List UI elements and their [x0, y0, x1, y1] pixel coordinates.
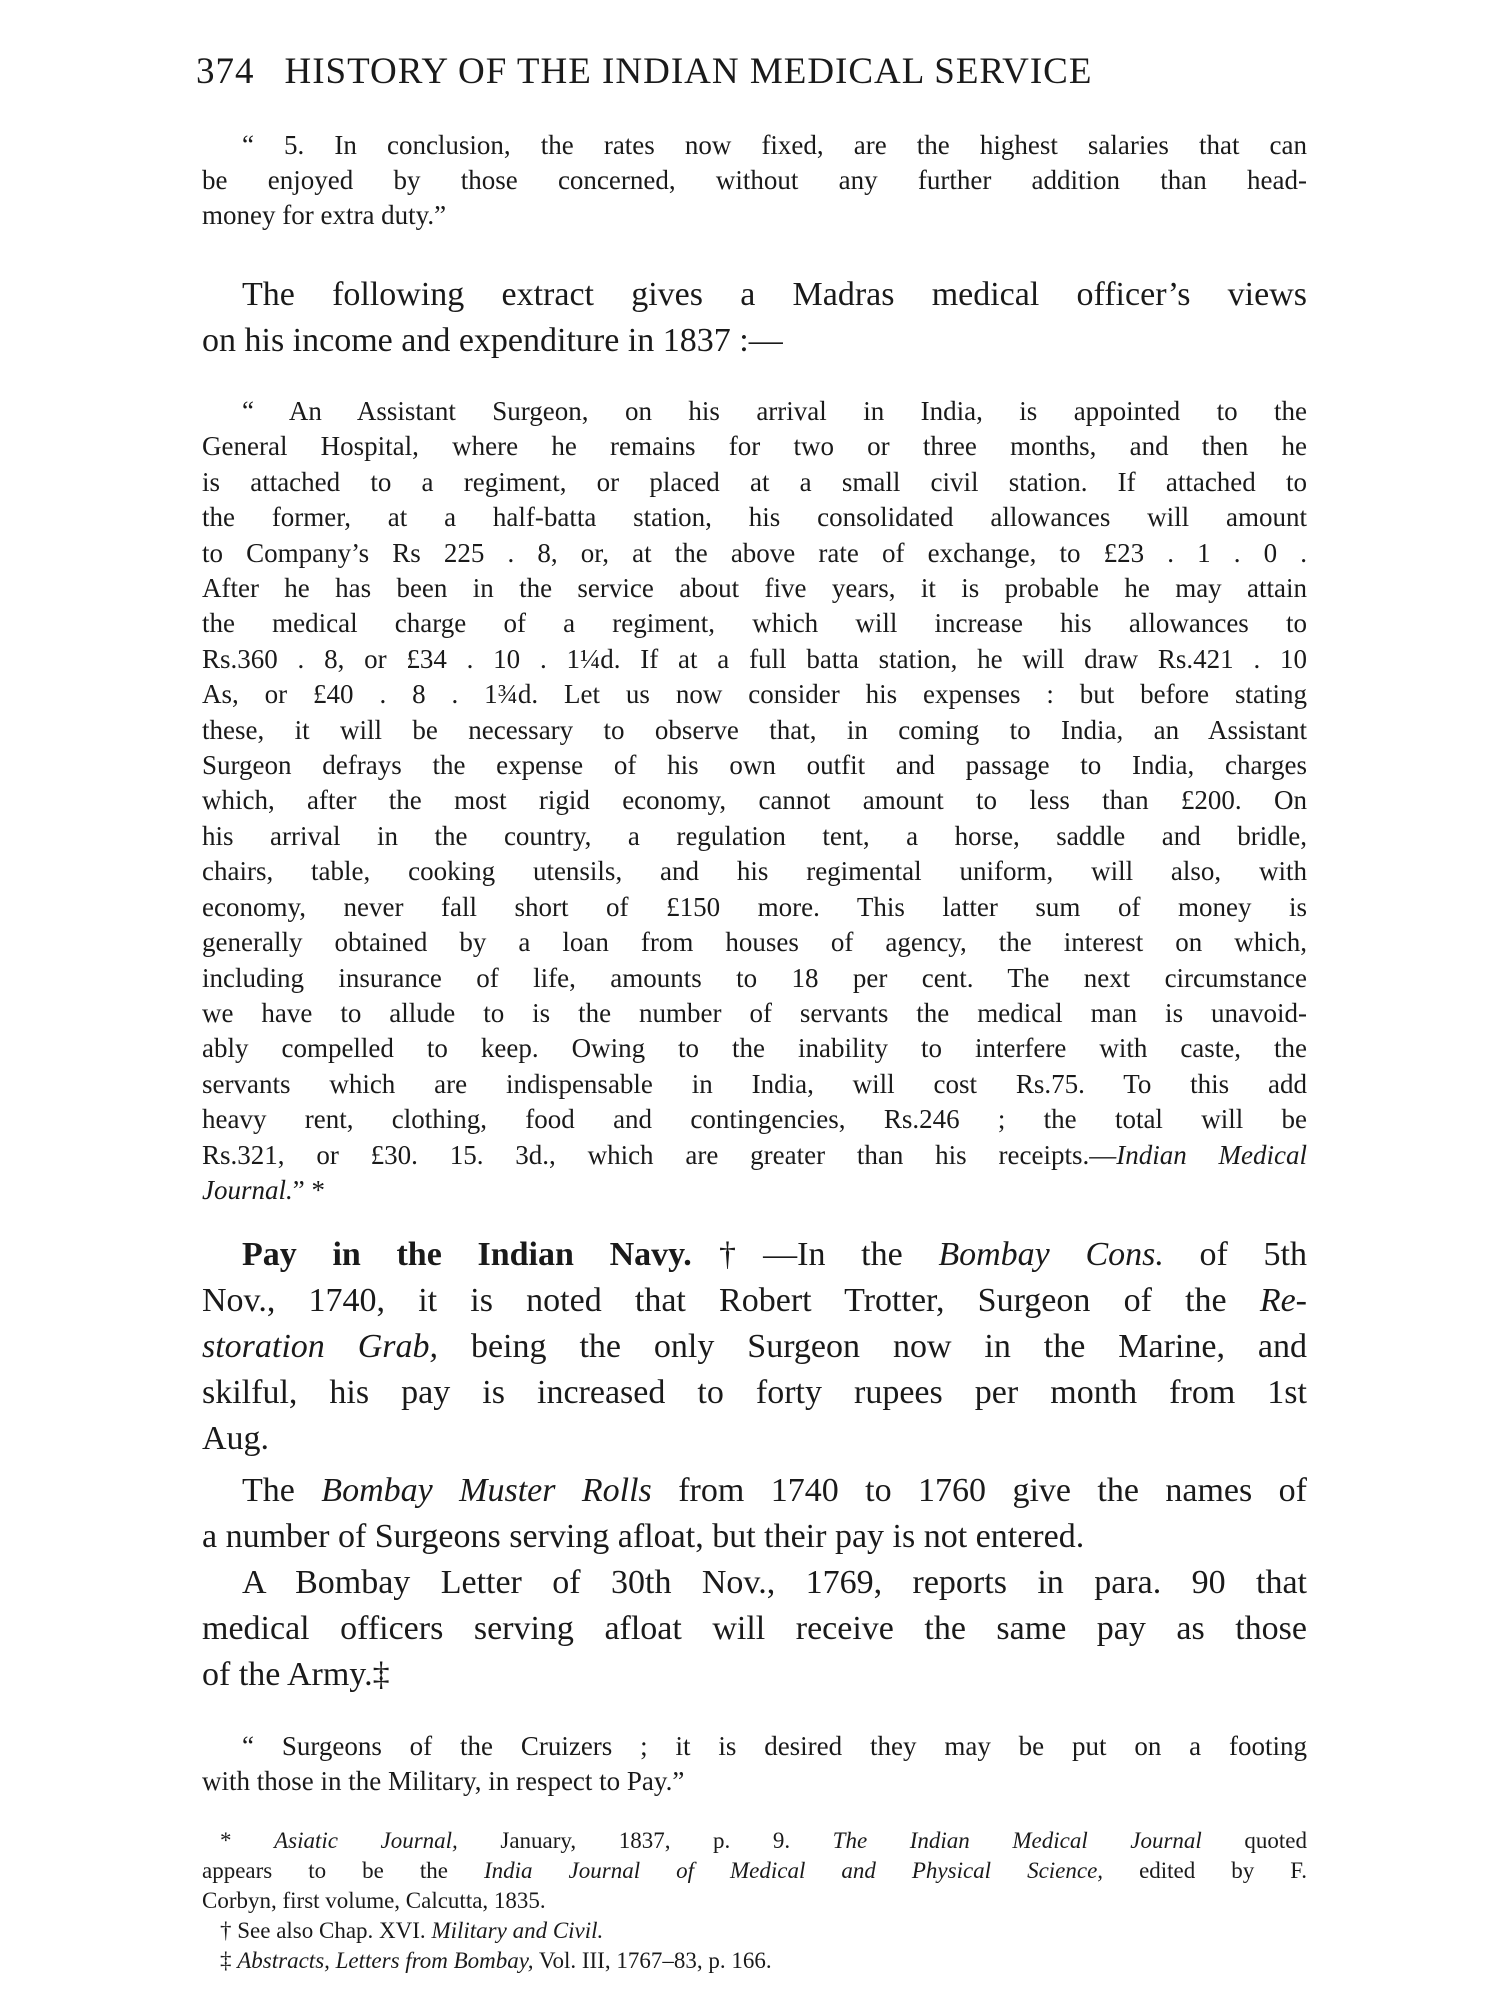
footnote-line: [202, 1856, 1307, 1886]
paragraph-text: from 1740 to 1760 give the names of: [651, 1472, 1307, 1509]
quote-conclusion: [202, 128, 1307, 233]
quote-line: Rs.360 . 8, or £34 . 10 . 1¼d. If at a full batta station, he will draw Rs.421 . 10: [202, 643, 1307, 674]
quote-line: General Hospital, where he remains for two or three months, and then he: [202, 431, 1307, 462]
quote-line: economy, never fall short of £150 more. This latter sum of money is: [202, 891, 1307, 922]
quote-line: the medical charge of a regiment, which will increase his allowances to: [202, 608, 1307, 639]
paragraph-line: medical officers serving afloat will receive the same pay as those: [202, 1610, 1307, 1647]
paragraph-text: †—In the: [691, 1236, 939, 1273]
footnote-text: January, 1837, p. 9.: [457, 1828, 833, 1853]
italic-title: Military and Civil.: [431, 1918, 604, 1943]
quote-line: be enjoyed by those concerned, without any further addition than head-: [202, 165, 1307, 195]
paragraph-line: [202, 1324, 1307, 1370]
italic-title: Bombay Muster Rolls: [321, 1472, 652, 1509]
navy-pay-paragraph: [202, 1232, 1307, 1462]
quote-line: heavy rent, clothing, food and contingencies, Rs.246 ; the total will be: [202, 1104, 1307, 1135]
paragraph-line: A Bombay Letter of 30th Nov., 1769, reports in para. 90 that: [242, 1564, 1307, 1601]
paragraph-text: Nov., 1740, it is noted that Robert Trotter, Surgeon of the: [202, 1282, 1260, 1319]
quote-assistant-surgeon: [202, 394, 1307, 1208]
paragraph-text: The: [242, 1472, 322, 1509]
page-number: 374: [196, 51, 255, 92]
footnote-text: † See also Chap. XVI.: [220, 1918, 432, 1943]
italic-title: India Journal of Medical and Physical Science,: [483, 1858, 1104, 1883]
paragraph-line: Aug.: [202, 1420, 270, 1457]
running-header: [196, 50, 1092, 93]
intro-paragraph: [202, 272, 1307, 364]
quote-line: “ Surgeons of the Cruizers ; it is desired they may be put on a footing: [242, 1731, 1307, 1761]
quote-text: ” *: [292, 1174, 325, 1205]
quote-line: [202, 1173, 1307, 1208]
quote-line: ably compelled to keep. Owing to the inability to interfere with caste, the: [202, 1033, 1307, 1064]
footnote-line: Corbyn, first volume, Calcutta, 1835.: [202, 1888, 546, 1913]
paragraph-text: of 5th: [1163, 1236, 1308, 1273]
paragraph-line: [202, 1232, 1307, 1278]
italic-title: The Indian Medical Journal: [832, 1828, 1202, 1853]
quote-line: which, after the most rigid economy, cannot amount to less than £200. On: [202, 785, 1307, 816]
footnote-text: *: [220, 1828, 275, 1853]
footnote-text: Vol. III, 1767–83, p. 166.: [533, 1948, 772, 1973]
italic-title: Re-: [1259, 1282, 1307, 1319]
italic-title: Bombay Cons.: [938, 1236, 1164, 1273]
quote-line: “ 5. In conclusion, the rates now fixed, are the highest salaries that can: [242, 130, 1307, 160]
quote-line: money for extra duty.”: [202, 200, 447, 230]
quote-line: Surgeon defrays the expense of his own outfit and passage to India, charges: [202, 750, 1307, 781]
source-title: Journal.: [202, 1174, 293, 1205]
quote-line: his arrival in the country, a regulation tent, a horse, saddle and bridle,: [202, 820, 1307, 851]
muster-rolls-paragraph: [202, 1468, 1307, 1560]
footnote-text: appears to be the: [202, 1858, 484, 1883]
paragraph-text: being the only Surgeon now in the Marine, and: [438, 1328, 1307, 1365]
quote-text: Rs.321, or £30. 15. 3d., which are greater than his receipts.—: [202, 1139, 1117, 1170]
paragraph-line: The following extract gives a Madras medical officer’s views: [242, 276, 1307, 313]
quote-line: chairs, table, cooking utensils, and his regimental uniform, will also, with: [202, 856, 1307, 887]
italic-title: storation Grab,: [202, 1328, 439, 1365]
quote-line: [202, 1138, 1307, 1173]
source-title: Indian Medical: [1116, 1139, 1307, 1170]
paragraph-line: [202, 1278, 1307, 1324]
quote-line: generally obtained by a loan from houses of agency, the interest on which,: [202, 927, 1307, 958]
paragraph-line: on his income and expenditure in 1837 :—: [202, 322, 783, 359]
quote-line: these, it will be necessary to observe that, in coming to India, an Assistant: [202, 714, 1307, 745]
paragraph-line: a number of Surgeons serving afloat, but their pay is not entered.: [202, 1518, 1085, 1555]
footnote-dagger: [202, 1916, 1307, 1946]
footnote-asterisk: [202, 1826, 1307, 1856]
footnote-text: ‡: [220, 1948, 238, 1973]
quote-line: including insurance of life, amounts to 18 per cent. The next circumstance: [202, 962, 1307, 993]
quote-line: servants which are indispensable in India, will cost Rs.75. To this add: [202, 1068, 1307, 1099]
quote-line: As, or £40 . 8 . 1¾d. Let us now consider his expenses : but before stating: [202, 679, 1307, 710]
quote-line: “ An Assistant Surgeon, on his arrival in India, is appointed to the: [242, 396, 1307, 426]
quote-line: we have to allude to is the number of servants the medical man is unavoid-: [202, 997, 1307, 1028]
paragraph-line: of the Army.‡: [202, 1656, 390, 1693]
footnote-double-dagger: [202, 1946, 1307, 1976]
footnote-text: quoted: [1201, 1828, 1307, 1853]
section-lead: Pay in the Indian Navy.: [242, 1236, 692, 1273]
paragraph-line: [202, 1468, 1307, 1514]
footnotes: [202, 1826, 1307, 1976]
quote-cruizers: [202, 1729, 1307, 1799]
quote-line: is attached to a regiment, or placed at a small civil station. If attached to: [202, 466, 1307, 497]
quote-line: After he has been in the service about five years, it is probable he may attain: [202, 573, 1307, 604]
italic-title: Asiatic Journal,: [274, 1828, 458, 1853]
footnote-text: edited by F.: [1103, 1858, 1307, 1883]
quote-line: with those in the Military, in respect to Pay.”: [202, 1766, 685, 1796]
paragraph-line: skilful, his pay is increased to forty rupees per month from 1st: [202, 1374, 1307, 1411]
italic-title: Abstracts, Letters from Bombay,: [237, 1948, 534, 1973]
quote-line: the former, at a half-batta station, his consolidated allowances will amount: [202, 502, 1307, 533]
bombay-letter-paragraph: [202, 1560, 1307, 1698]
running-title: HISTORY OF THE INDIAN MEDICAL SERVICE: [284, 51, 1093, 92]
quote-line: to Company’s Rs 225 . 8, or, at the above rate of exchange, to £23 . 1 . 0 .: [202, 537, 1307, 568]
